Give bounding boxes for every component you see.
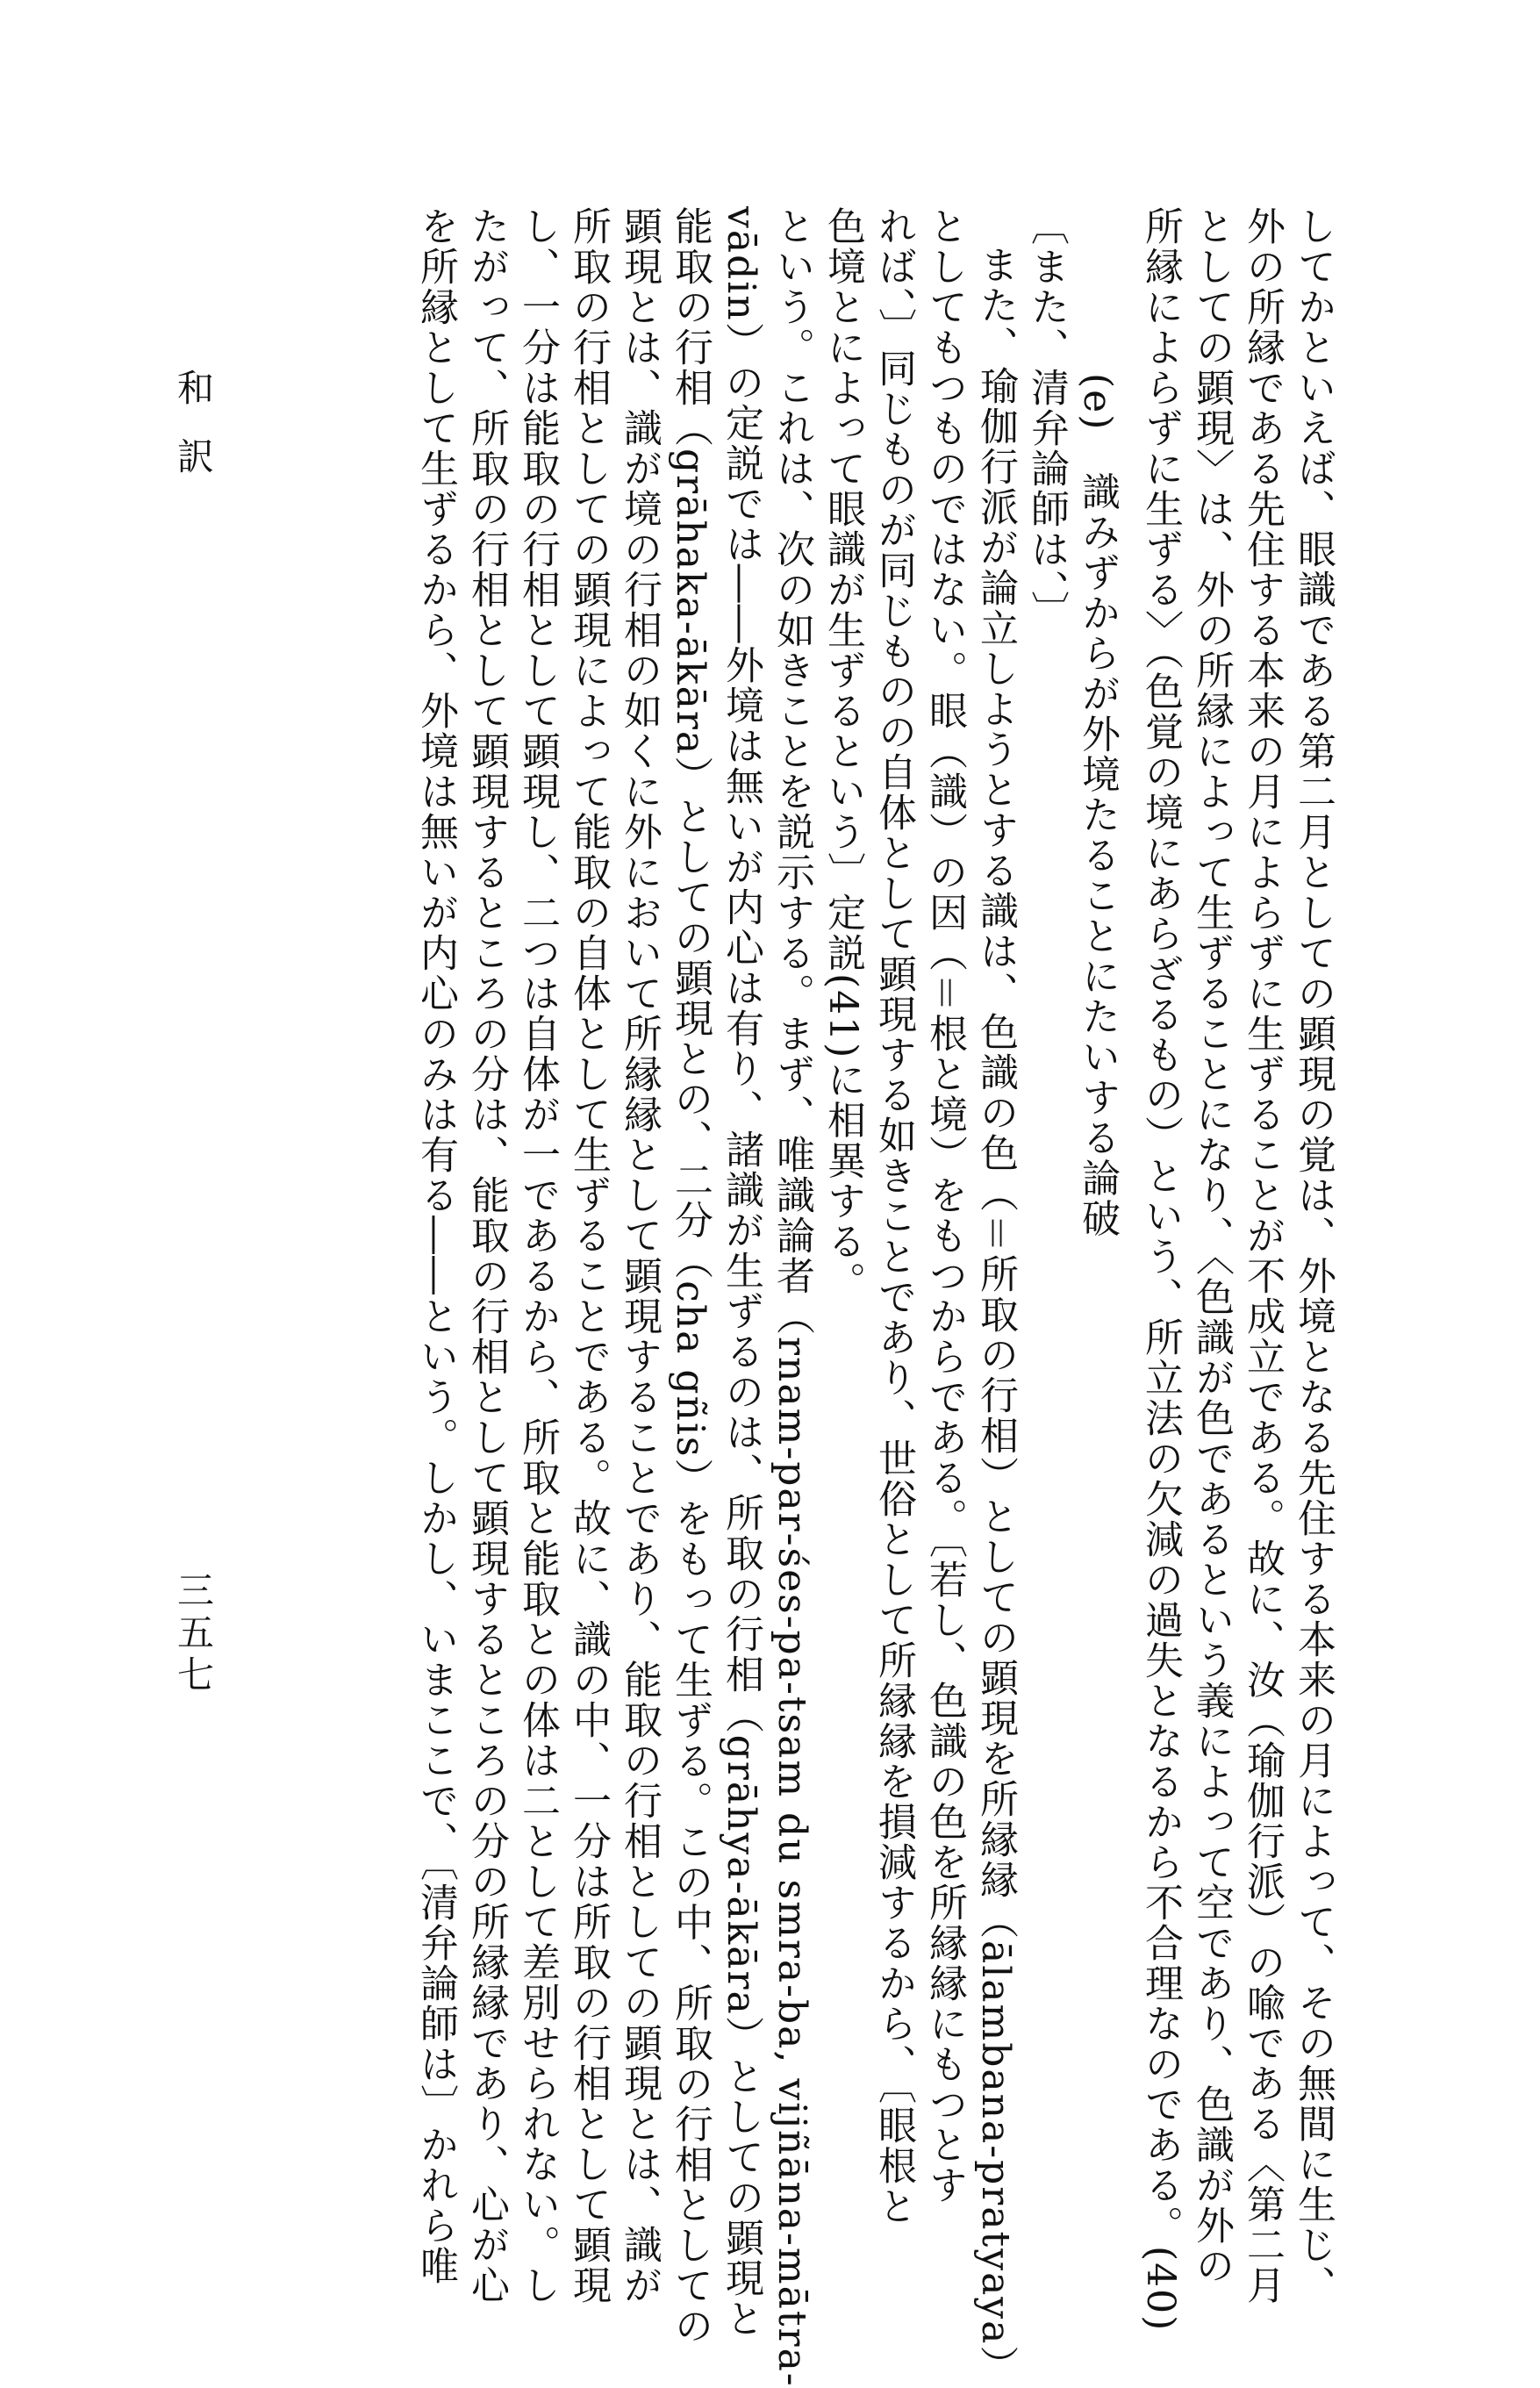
text-column: を所縁として生ずるから、外境は無いが内心のみは有る――という。しかし、いまここで、〔清弁論師は〕かれら唯 — [413, 206, 458, 2286]
text-column: してかといえば、眼識である第二月としての顕現の覚は、外境となる先住する本来の月によって、その無間に生じ、 — [1291, 206, 1336, 2306]
text-column: し、一分は能取の行相として顕現し、二つは自体が一であるから、所取と能取との体は二として差別せられない。し — [515, 206, 560, 2306]
text-column: れば、〕同じものが同じものの自体として顕現する如きことであり、世俗として所縁縁を損減するから、〔眼根と — [871, 206, 916, 2227]
running-head: 和訳 — [172, 369, 215, 506]
text-column: 色境とによって眼識が生ずるという〕定説(41)に相異する。 — [820, 206, 865, 1302]
text-column: としての顕現〉は、外の所縁によって生ずることになり、〈色識が色であるという義によって空であり、色識が外の — [1189, 206, 1234, 2286]
section-heading: (e) 識みずからが外境たることにたいする論破 — [1075, 373, 1120, 1239]
text-column: 外の所縁である先住する本来の月によらずに生ずることが不成立である。故に、汝（瑜伽行派）の喩である〈第二月 — [1240, 206, 1285, 2306]
text-column: 所縁によらずに生ずる〉（色覚の境にあらざるもの）という、所立法の欠減の過失となるから不合理なのである。(40) — [1138, 206, 1183, 2333]
page-number: 三五七 — [172, 1571, 215, 1697]
text-column: 〔また、清弁論師は、〕 — [1024, 206, 1069, 631]
text-column: たがって、所取の行相として顕現するところの分は、能取の行相として顕現するところの分の所縁縁であり、心が心 — [464, 206, 509, 2306]
text-column: 顕現とは、識が境の行相の如くに外において所縁縁として顕現することであり、能取の行相としての顕現とは、識が — [617, 206, 662, 2306]
text-column: という。これは、次の如きことを説示する。まず、唯識論者（rnam-par-śes-pa-tsam du smra-ba, vijñāna-mātra- — [770, 206, 814, 2388]
body-text — [237, 206, 1338, 2388]
text-column: 能取の行相（grāhaka-ākāra）としての顕現との、二分（cha gñis）をもって生ずる。この中、所取の行相としての — [668, 206, 713, 2347]
text-column: また、瑜伽行派が論立しようとする識は、色識の色（＝所取の行相）としての顕現を所縁縁（ālambana-pratyaya） — [973, 245, 1018, 2386]
text-column: vādin）の定説では――外境は無いが内心は有り、諸識が生ずるのは、所取の行相（grāhya-ākāra）としての顕現と — [719, 206, 763, 2339]
text-column: としてもつものではない。眼（識）の因（＝根と境）をもつからである。〔若し、色識の色を所縁縁にもつとす — [922, 206, 967, 2205]
text-column: 所取の行相としての顕現によって能取の自体として生ずることである。故に、識の中、一分は所取の行相として顕現 — [566, 206, 611, 2306]
